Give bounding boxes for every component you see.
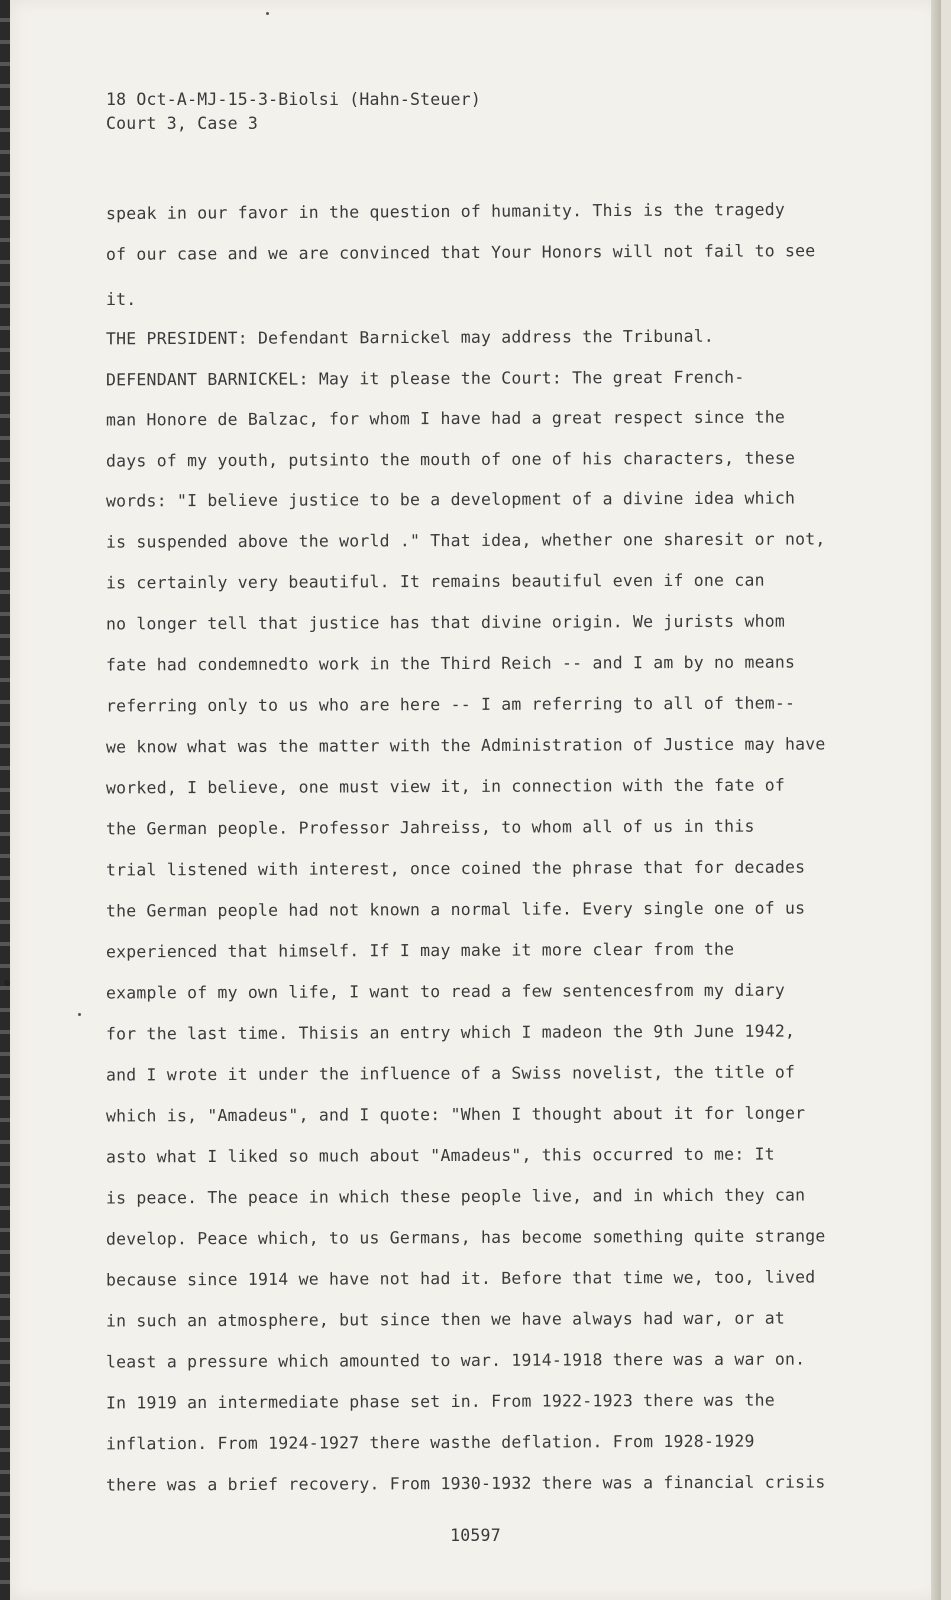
page-number: 10597 (450, 1526, 501, 1545)
header-line-1: 18 Oct-A-MJ-15-3-Biolsi (Hahn-Steuer) (106, 90, 481, 109)
left-binding-edge (0, 0, 10, 1600)
body-line: in such an atmosphere, but since then we have always had war, or at (105, 1308, 786, 1331)
body-line: there was a brief recovery. From 1930-1932 there was a financial crisis (105, 1472, 826, 1495)
right-page-edge (931, 0, 941, 1600)
body-line: which is, "Amadeus", and I quote: "When I thought about it for longer (105, 1103, 806, 1126)
body-line: words: "I believe justice to be a development of a divine idea which (105, 488, 796, 511)
body-line: it. (106, 290, 137, 309)
body-line: trial listened with interest, once coined the phrase that for decades (105, 857, 806, 880)
paper-speck (266, 12, 269, 15)
body-line: is peace. The peace in which these people live, and in which they can (105, 1185, 806, 1208)
body-line: worked, I believe, one must view it, in connection with the fate of (105, 775, 786, 798)
body-line: develop. Peace which, to us Germans, has become something quite strange (105, 1226, 826, 1249)
body-line: of our case and we are convinced that Your Honors will not fail to see (105, 241, 816, 264)
body-line: experienced that himself. If I may make it more clear from the (105, 939, 735, 962)
body-line: THE PRESIDENT: Defendant Barnickel may address the Tribunal. (105, 326, 715, 349)
body-line: we know what was the matter with the Administration of Justice may have (105, 734, 826, 757)
body-line: example of my own life, I want to read a few sentencesfrom my diary (105, 980, 786, 1003)
body-line: inflation. From 1924-1927 there wasthe deflation. From 1928-1929 (105, 1431, 755, 1454)
body-line: In 1919 an intermediate phase set in. From 1922-1923 there was the (105, 1390, 775, 1413)
body-line: the German people. Professor Jahreiss, to whom all of us in this (105, 816, 755, 839)
body-line: for the last time. Thisis an entry which I madeon the 9th June 1942, (105, 1021, 796, 1044)
paper-speck (78, 1013, 81, 1016)
body-line: man Honore de Balzac, for whom I have had a great respect since the (105, 407, 786, 430)
paper-speck (4, 980, 10, 986)
body-line: is certainly very beautiful. It remains beautiful even if one can (105, 570, 765, 593)
body-line: DEFENDANT BARNICKEL: May it please the Court: The great French- (105, 367, 745, 390)
body-line: fate had condemnedto work in the Third Reich -- and I am by no means (105, 652, 796, 675)
body-line: days of my youth, putsinto the mouth of one of his characters, these (105, 448, 796, 471)
body-line: and I wrote it under the influence of a Swiss novelist, the title of (105, 1062, 796, 1085)
body-line: no longer tell that justice has that divine origin. We jurists whom (105, 611, 786, 634)
body-line: speak in our favor in the question of humanity. This is the tragedy (105, 199, 786, 224)
body-line: because since 1914 we have not had it. Before that time we, too, lived (105, 1267, 816, 1290)
body-line: the German people had not known a normal life. Every single one of us (105, 898, 806, 921)
document-header (106, 88, 481, 136)
body-line: asto what I liked so much about "Amadeus", this occurred to me: It (105, 1144, 775, 1167)
body-line: least a pressure which amounted to war. 1914-1918 there was a war on. (105, 1349, 806, 1372)
body-line: referring only to us who are here -- I am referring to all of them-- (105, 693, 796, 716)
header-line-2: Court 3, Case 3 (106, 114, 259, 133)
body-line: is suspended above the world ." That idea, whether one sharesit or not, (105, 529, 826, 552)
